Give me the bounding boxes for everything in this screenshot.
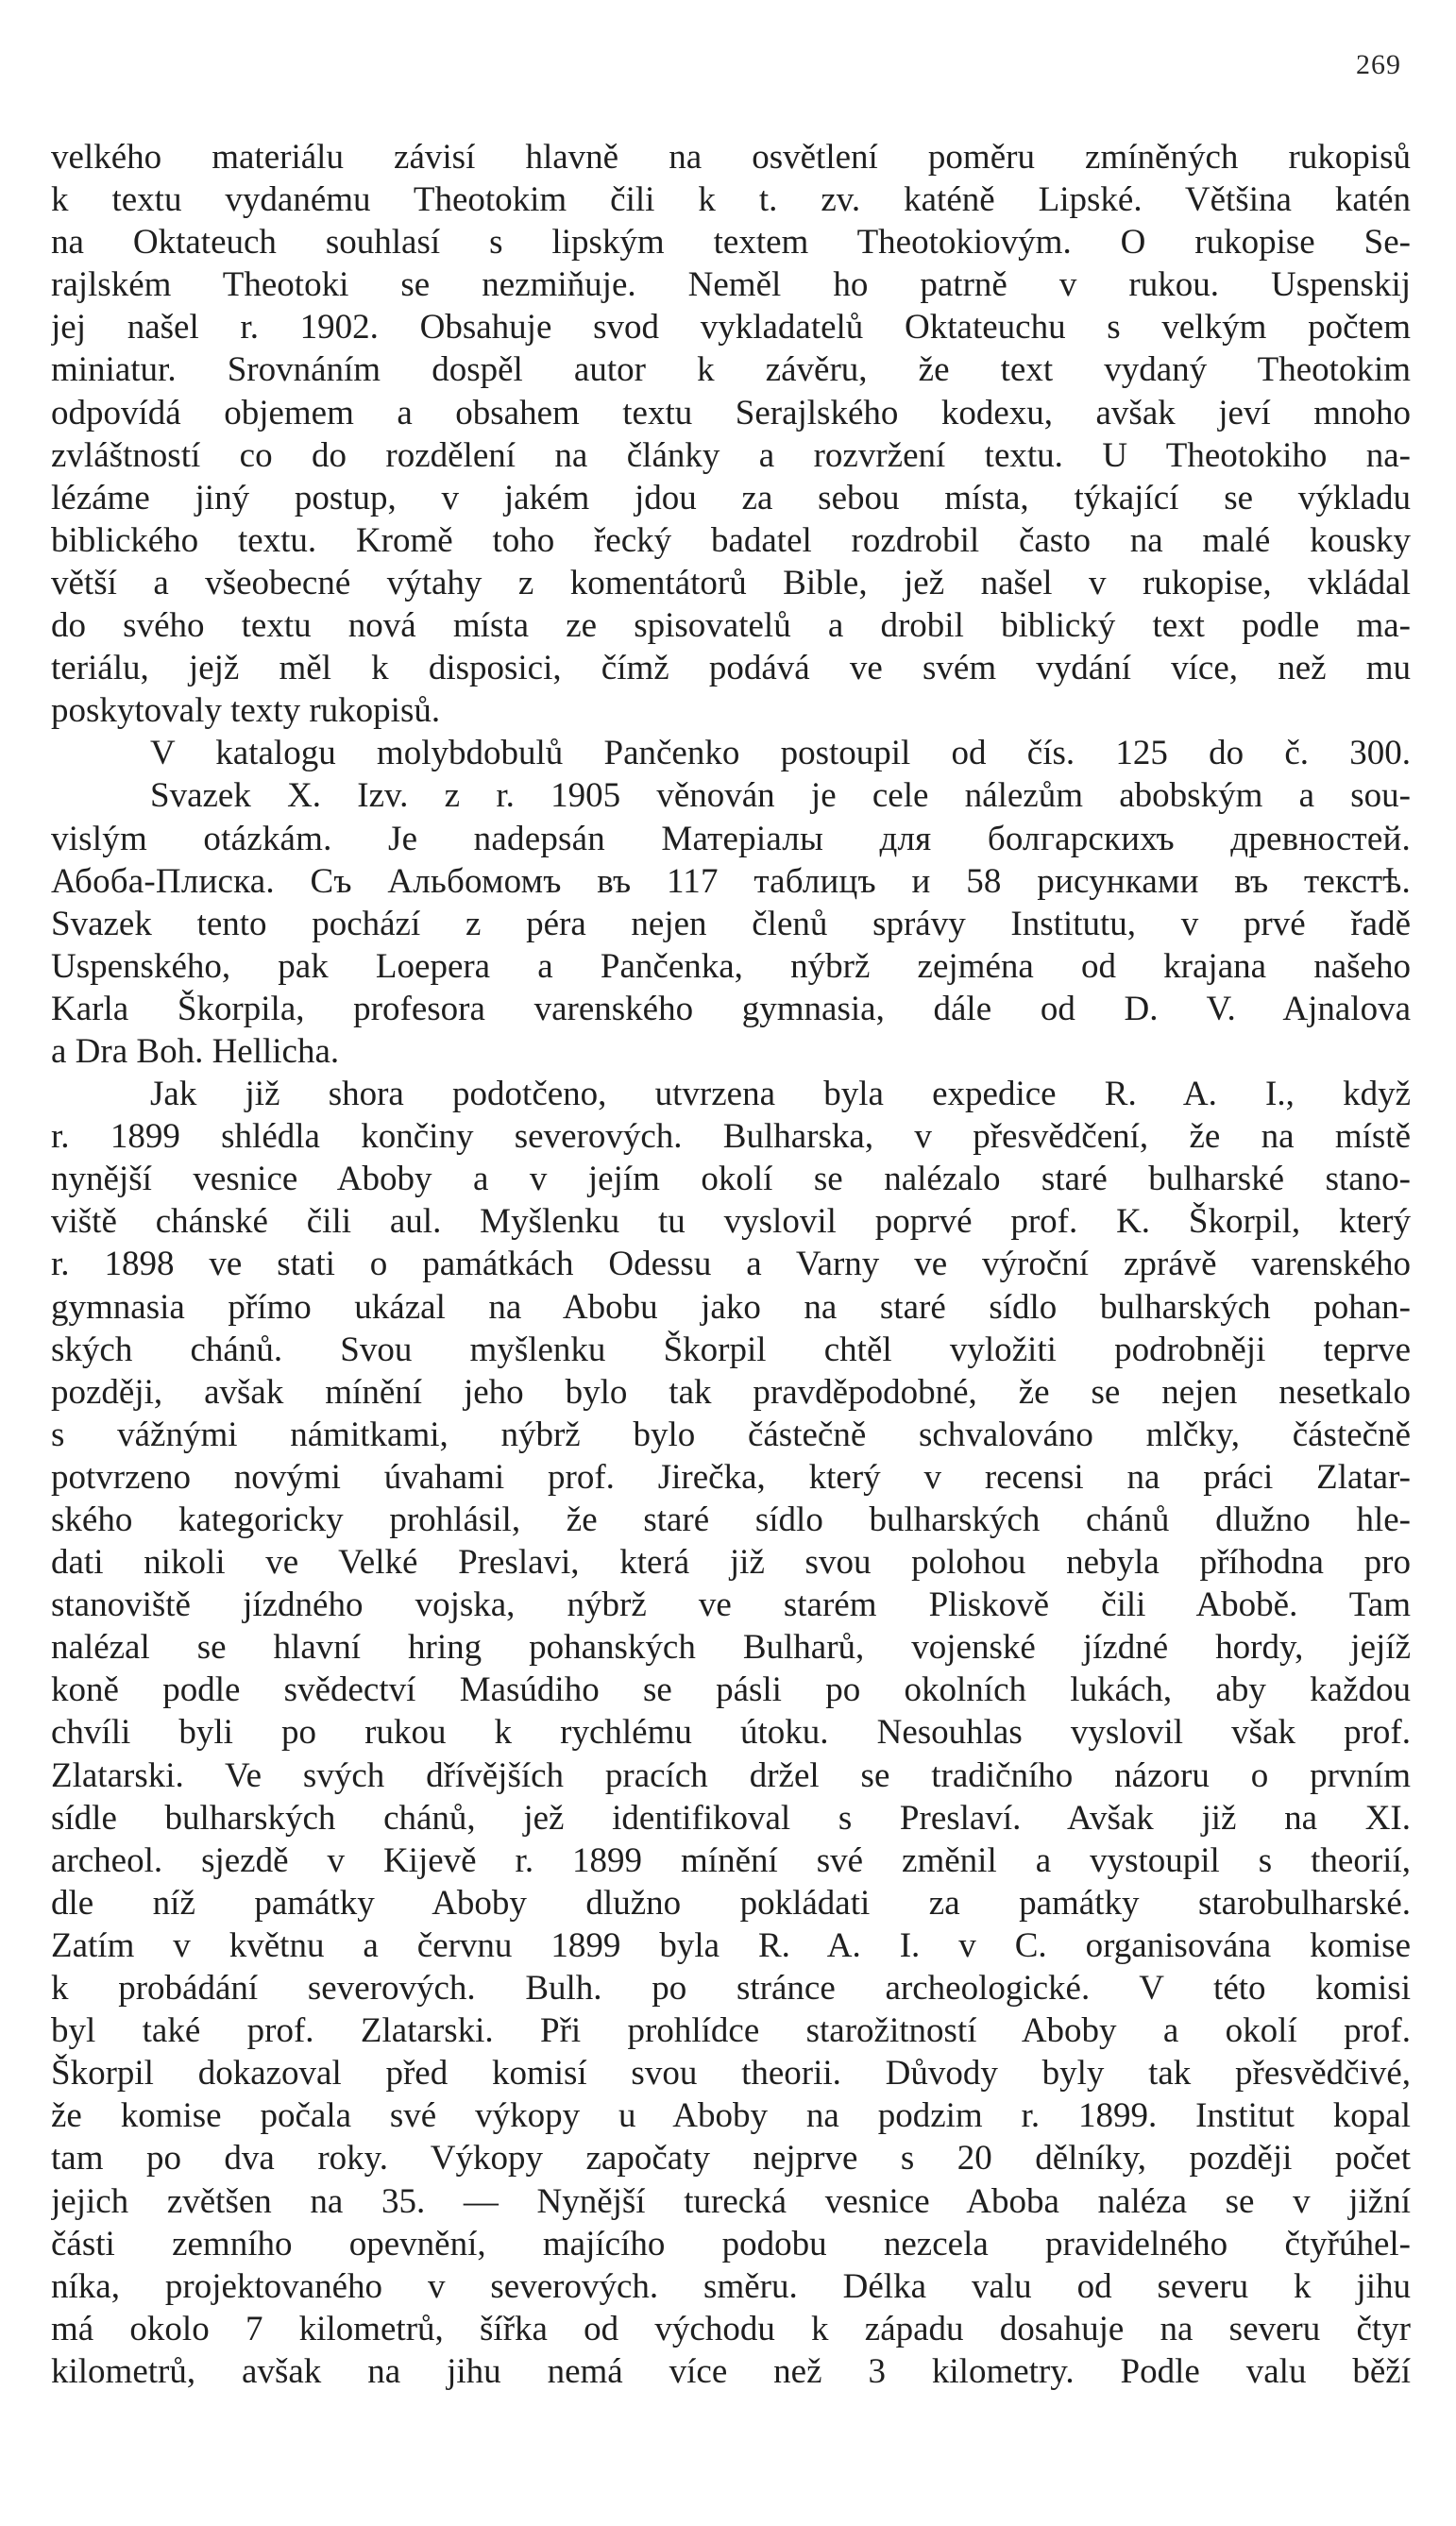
text-line: Абоба-Плиска. Съ Альбомомъ въ 117 таблицъ и 58 рисунками въ текстѣ.	[51, 861, 1411, 901]
text-line: ských chánů. Svou myšlenku Škorpil chtěl vyložiti podrobněji teprve	[51, 1330, 1411, 1369]
text-line: jejich zvětšen na 35. — Nynější turecká vesnice Aboba naléza se v jižní	[51, 2181, 1411, 2221]
text-line: kilometrů, avšak na jihu nemá více než 3 kilometry. Podle valu běží	[51, 2351, 1411, 2391]
text-line: k textu vydanému Theotokim čili k t. zv. katéně Lipské. Většina katén	[51, 180, 1411, 220]
text-line: gymnasia přímo ukázal na Abobu jako na staré sídlo bulharských pohan-	[51, 1287, 1411, 1327]
text-line: nynější vesnice Aboby a v jejím okolí se nalézalo staré bulharské stano-	[51, 1160, 1411, 1199]
text-line: a Dra Boh. Hellicha.	[51, 1031, 340, 1071]
text-line: jej našel r. 1902. Obsahuje svod vykladatelů Oktateuchu s velkým počtem	[51, 308, 1411, 348]
text-line: rajlském Theotoki se nezmiňuje. Neměl ho patrně v rukou. Uspenskij	[51, 265, 1411, 305]
text-line: Škorpil dokazoval před komisí svou theorii. Důvody byly tak přesvědčivé,	[51, 2054, 1411, 2094]
text-line: Karla Škorpila, profesora varenského gymnasia, dále od D. V. Ajnalova	[51, 989, 1411, 1028]
text-line: zvláštností co do rozdělení na články a rozvržení textu. U Theotokiho na-	[51, 435, 1411, 475]
text-line: miniatur. Srovnáním dospěl autor k závěru, že text vydaný Theotokim	[51, 350, 1411, 390]
text-line: Uspenského, pak Loepera a Pančenka, nýbrž zejména od krajana našeho	[51, 946, 1411, 986]
text-line: ského kategoricky prohlásil, že staré sídlo bulharských chánů dlužno hle-	[51, 1500, 1411, 1539]
text-line: s vážnými námitkami, nýbrž bylo částečně schvalováno mlčky, částečně	[51, 1415, 1411, 1454]
text-line: tam po dva roky. Výkopy započaty nejprve s 20 dělníky, později počet	[51, 2139, 1411, 2178]
text-line: níka, projektovaného v severových. směru. Délka valu od severu k jihu	[51, 2266, 1411, 2306]
text-line: k probádání severových. Bulh. po stránce archeologické. V této komisi	[51, 1969, 1411, 2009]
text-line: lézáme jiný postup, v jakém jdou za sebou místa, týkající se výkladu	[51, 478, 1411, 517]
text-line: koně podle svědectví Masúdiho se pásli po okolních lukách, aby každou	[51, 1670, 1411, 1710]
text-line: větší a všeobecné výtahy z komentátorů Bible, jež našel v rukopise, vkládal	[51, 563, 1411, 602]
text-line: potvrzeno novými úvahami prof. Jirečka, který v recensi na práci Zlatar-	[51, 1457, 1411, 1497]
text-line: vislým otázkám. Je nadepsán Матеріалы для болгарскихъ древностей.	[51, 819, 1411, 858]
text-line: archeol. sjezdě v Kijevě r. 1899 mínění své změnil a vystoupil s theorií,	[51, 1840, 1411, 1880]
text-line: nalézal se hlavní hring pohanských Bulharů, vojenské jízdné hordy, jejíž	[51, 1628, 1411, 1668]
text-line: do svého textu nová místa ze spisovatelů a drobil biblický text podle ma-	[51, 606, 1411, 646]
text-line: r. 1899 shlédla končiny severových. Bulharska, v přesvědčení, že na místě	[51, 1117, 1411, 1157]
text-line: odpovídá objemem a obsahem textu Serajlského kodexu, avšak jeví mnoho	[51, 393, 1411, 432]
text-line: teriálu, jejž měl k disposici, čímž podává ve svém vydání více, než mu	[51, 649, 1411, 688]
text-line: stanoviště jízdného vojska, nýbrž ve starém Pliskově čili Abobě. Tam	[51, 1585, 1411, 1625]
text-line: poskytovaly texty rukopisů.	[51, 691, 441, 731]
text-line: části zemního opevnění, majícího podobu nezcela pravidelného čtyřúhel-	[51, 2224, 1411, 2263]
text-line: Jak již shora podotčeno, utvrzena byla expedice R. A. I., když	[150, 1075, 1411, 1114]
text-line: později, avšak mínění jeho bylo tak pravděpodobné, že se nejen nesetkalo	[51, 1372, 1411, 1412]
text-line: že komise počala své výkopy u Aboby na podzim r. 1899. Institut kopal	[51, 2096, 1411, 2136]
body-text	[51, 136, 1411, 2393]
text-line: Zatím v květnu a červnu 1899 byla R. A. I. v C. organisována komise	[51, 1925, 1411, 1965]
text-line: viště chánské čili aul. Myšlenku tu vyslovil poprvé prof. K. Škorpil, který	[51, 1202, 1411, 1242]
text-line: velkého materiálu závisí hlavně na osvětlení poměru zmíněných rukopisů	[51, 138, 1411, 177]
text-line: Svazek tento pochází z péra nejen členů správy Institutu, v prvé řadě	[51, 904, 1411, 943]
text-line: na Oktateuch souhlasí s lipským textem Theotokiovým. O rukopise Se-	[51, 223, 1411, 263]
page-number: 269	[1356, 49, 1401, 80]
text-line: Zlatarski. Ve svých dřívějších pracích držel se tradičního názoru o prvním	[51, 1755, 1411, 1795]
text-line: sídle bulharských chánů, jež identifikoval s Preslaví. Avšak již na XI.	[51, 1798, 1411, 1838]
text-line: V katalogu molybdobulů Pančenko postoupil od čís. 125 do č. 300.	[150, 734, 1411, 773]
text-line: r. 1898 ve stati o památkách Odessu a Varny ve výroční zprávě varenského	[51, 1245, 1411, 1284]
text-line: má okolo 7 kilometrů, šířka od východu k západu dosahuje na severu čtyr	[51, 2309, 1411, 2348]
text-line: byl také prof. Zlatarski. Při prohlídce starožitností Aboby a okolí prof.	[51, 2011, 1411, 2051]
text-line: dle níž památky Aboby dlužno pokládati za památky starobulharské.	[51, 1883, 1411, 1923]
text-line: chvíli byli po rukou k rychlému útoku. Nesouhlas vyslovil však prof.	[51, 1713, 1411, 1753]
text-line: dati nikoli ve Velké Preslavi, která již svou polohou nebyla příhodna pro	[51, 1543, 1411, 1583]
text-line: Svazek X. Izv. z r. 1905 věnován je cele nálezům abobským a sou-	[150, 776, 1411, 816]
text-line: biblického textu. Kromě toho řecký badatel rozdrobil často na malé kousky	[51, 520, 1411, 560]
